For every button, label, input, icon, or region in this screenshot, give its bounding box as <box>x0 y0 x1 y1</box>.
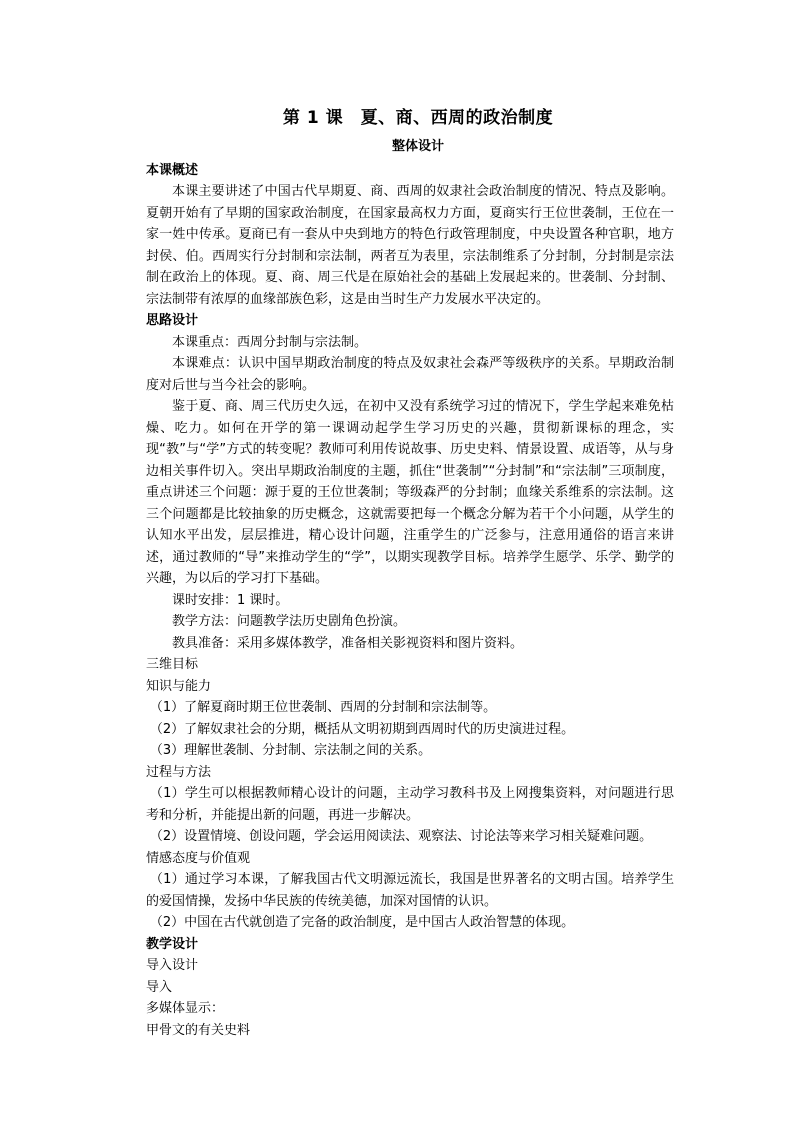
lesson-title: 第 1 课 夏、商、西周的政治制度 <box>282 108 554 128</box>
attitude-item: （2）中国在古代就创造了完备的政治制度，是中国古人政治智慧的体现。 <box>149 915 575 930</box>
design-heading: 思路设计 <box>146 313 199 328</box>
method-line: 教学方法：问题教学法历史剧角色扮演。 <box>172 614 407 629</box>
knowledge-item: （3）理解世袭制、分封制、宗法制之间的关系。 <box>149 743 432 758</box>
attitude-item: （1）通过学习本课，了解我国古代文明源远流长，我国是世界著名的文明古国。培养学生的爱国情操，发扬中华民族的传统美德，加深对国情的认识。 <box>146 872 674 909</box>
goals-heading: 三维目标 <box>146 657 199 672</box>
multimedia-line: 多媒体显示： <box>146 1001 225 1016</box>
knowledge-item: （1）了解夏商时期王位世袭制、西周的分封制和宗法制等。 <box>149 700 497 715</box>
process-item: （1）学生可以根据教师精心设计的问题，主动学习教科书及上网搜集资料，对问题进行思考和分析，并能提出新的问题，再进一步解决。 <box>146 786 674 823</box>
overview-paragraph: 本课主要讲述了中国古代早期夏、商、西周的奴隶社会政治制度的情况、特点及影响。夏朝开始有了早期的国家政治制度，在国家最高权力方面，夏商实行王位世袭制，王位在一家一姓中传承。夏商已有一套从中央到地方的特色行政管理制度，中央设置各种官职，地方封侯、伯。西周实行分封制和宗法制，两者互为表里，宗法制维系了分封制，分封制是宗法制在政治上的体现。夏、商、周三代是在原始社会的基础上发展起来的。世袭制、分封制、宗法制带有浓厚的血缘部族色彩，这是由当时生产力发展水平决定的。 <box>146 184 674 307</box>
teaching-heading: 教学设计 <box>146 936 199 952</box>
intro-design-line: 导入设计 <box>146 958 199 973</box>
difficulty-paragraph: 本课难点：认识中国早期政治制度的特点及奴隶社会森严等级秩序的关系。早期政治制度对后世与当今社会的影响。 <box>146 356 674 393</box>
knowledge-heading: 知识与能力 <box>146 678 212 694</box>
intro-line: 导入 <box>146 979 173 995</box>
section-subtitle: 整体设计 <box>391 139 444 154</box>
key-point: 本课重点：西周分封制与宗法制。 <box>172 334 368 350</box>
schedule-line: 课时安排：1 课时。 <box>172 592 289 608</box>
approach-paragraph: 鉴于夏、商、周三代历史久远，在初中又没有系统学习过的情况下，学生学起来难免枯燥、吃力。如何在开学的第一课调动起学生学习历史的兴趣，贯彻新课标的理念，实现“教”与“学”方式的转变呢？教师可利用传说故事、历史史料、情景设置、成语等，从与身边相关事件切入。突出早期政治制度的主题，抓住“世袭制”“分封制”和“宗法制”三项制度，重点讲述三个问题：源于夏的王位世袭制；等级森严的分封制；血缘关系维系的宗法制。这三个问题都是比较抽象的历史概念，这就需要把每一个概念分解为若干个小问题，从学生的认知水平出发，层层推进，精心设计问题，注重学生的广泛参与，注意用通俗的语言来讲述，通过教师的“导”来推动学生的“学”，以期实现教学目标。培养学生愿学、乐学、勤学的兴趣，为以后的学习打下基础。 <box>146 399 674 586</box>
process-heading: 过程与方法 <box>146 764 212 780</box>
materials-line: 教具准备：采用多媒体教学，准备相关影视资料和图片资料。 <box>172 635 524 651</box>
attitude-heading: 情感态度与价值观 <box>146 850 251 866</box>
oracle-line: 甲骨文的有关史料 <box>146 1022 251 1038</box>
overview-heading: 本课概述 <box>146 162 199 178</box>
knowledge-item: （2）了解奴隶社会的分期，概括从文明初期到西周时代的历史演进过程。 <box>149 721 575 737</box>
document-page <box>146 106 674 1041</box>
process-item: （2）设置情境、创设问题，学会运用阅读法、观察法、讨论法等来学习相关疑难问题。 <box>149 829 653 844</box>
